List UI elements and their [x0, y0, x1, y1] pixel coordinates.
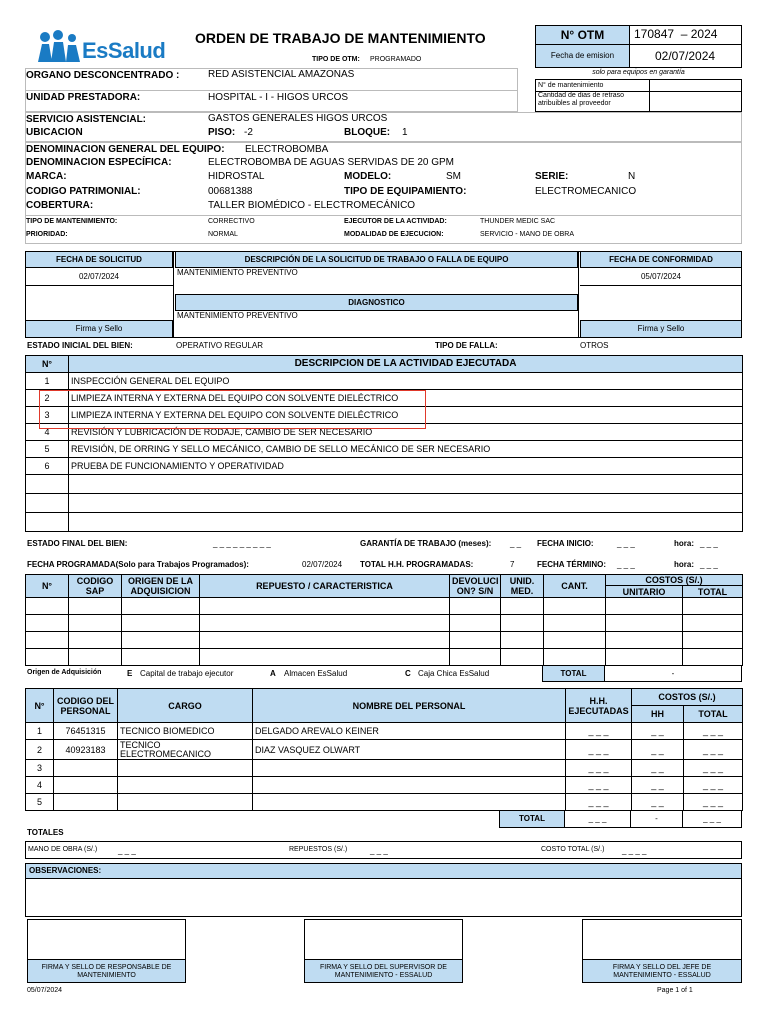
diag-label: DIAGNOSTICO: [175, 294, 578, 311]
table-row: 6 PRUEBA DE FUNCIONAMIENTO Y OPERATIVIDAD: [26, 458, 743, 475]
repuestos-table: [25, 574, 743, 666]
actividades-table: [25, 355, 743, 532]
estado-inicial-value: OPERATIVO REGULAR: [176, 341, 263, 350]
per-total-hh: _ _ _: [564, 810, 631, 828]
per-nombre-header: NOMBRE DEL PERSONAL: [253, 689, 566, 723]
rep-total-label: TOTAL: [542, 665, 605, 682]
per-costos-header: COSTOS (S/.): [632, 689, 743, 706]
bloque-label: BLOQUE:: [344, 127, 391, 138]
table-row: 1 INSPECCIÓN GENERAL DEL EQUIPO: [26, 373, 743, 390]
footer-date: 05/07/2024: [27, 987, 63, 994]
table-row: 2 LIMPIEZA INTERNA Y EXTERNA DEL EQUIPO CON SOLVENTE DIELÉCTRICO: [26, 390, 743, 407]
firma-box-2: [304, 919, 463, 960]
page-title: ORDEN DE TRABAJO DE MANTENIMIENTO: [195, 30, 486, 46]
origen-a-text: Almacen EsSalud: [284, 669, 348, 678]
rep-cant-header: CANT.: [544, 575, 606, 598]
firma-right: Firma y Sello: [580, 320, 742, 338]
organo-value: RED ASISTENCIAL AMAZONAS: [208, 69, 355, 80]
modalidad-value: SERVICIO - MANO DE OBRA: [480, 231, 574, 238]
estado-inicial-label: ESTADO INICIAL DEL BIEN:: [27, 341, 133, 350]
garantia-label: GARANTÍA DE TRABAJO (meses):: [360, 539, 492, 548]
per-total-cost-hh: -: [630, 810, 683, 828]
fecha-prog-value: 02/07/2024: [302, 560, 343, 569]
piso-label: PISO:: [208, 127, 236, 138]
rep-unitario-header: UNITARIO: [606, 586, 683, 598]
firma-label-3: FIRMA Y SELLO DEL JEFE DE MANTENIMIENTO - ESSALUD: [582, 959, 742, 983]
fecha-sol-label: FECHA DE SOLICITUD: [25, 251, 173, 268]
firma-label-2: FIRMA Y SELLO DEL SUPERVISOR DE MANTENIMIENTO - ESSALUD: [304, 959, 463, 983]
tipo-mant-value: CORRECTIVO: [208, 218, 255, 225]
rep-total-value: -: [604, 665, 742, 682]
garantia-value: _ _: [510, 539, 522, 548]
fecha-emision-label: Fecha de emision: [535, 44, 630, 68]
den-especifica-value: ELECTROBOMBA DE AGUAS SERVIDAS DE 20 GPM: [208, 157, 455, 168]
tipo-equip-value: ELECTROMECANICO: [535, 186, 637, 197]
desc-label: DESCRIPCIÓN DE LA SOLICITUD DE TRABAJO O FALLA DE EQUIPO: [175, 251, 578, 268]
nro-mant-label: N° de mantenimiento: [535, 79, 650, 92]
den-especifica-label: DENOMINACION ESPECÍFICA:: [26, 157, 172, 168]
unidad-label: UNIDAD PRESTADORA:: [26, 92, 141, 103]
per-codigo-header: CODIGO DEL PERSONAL: [54, 689, 118, 723]
fecha-emision-value: 02/07/2024: [655, 49, 716, 63]
organo-label: ORGANO DESCONCENTRADO :: [26, 70, 180, 81]
per-total-header: TOTAL: [684, 706, 743, 723]
origen-a-code: A: [270, 669, 276, 678]
retraso-label: Cantidad de dias de retraso atribuibles al proveedor: [535, 91, 650, 112]
tipo-otm-label: TIPO DE OTM:: [312, 56, 360, 63]
tipo-falla-value: OTROS: [580, 341, 609, 350]
serie-value: N: [628, 171, 636, 182]
fecha-inicio-label: FECHA INICIO:: [537, 539, 594, 548]
den-general-value: ELECTROBOMBA: [245, 144, 329, 155]
modelo-value: SM: [446, 171, 461, 182]
table-row: 4 _ _ _ _ _ _ _ _: [26, 777, 743, 794]
firma-box-1: [27, 919, 186, 960]
modelo-label: MODELO:: [344, 171, 392, 182]
hora1-value: _ _ _: [700, 539, 718, 548]
desc-value: MANTENIMIENTO PREVENTIVO: [177, 268, 298, 277]
table-row: [26, 598, 743, 615]
rep-devol-header: DEVOLUCI ON? S/N: [450, 575, 501, 598]
rep-repuesto-header: REPUESTO / CARACTERISTICA: [200, 575, 450, 598]
logo-text: EsSalud: [82, 38, 166, 63]
per-total-label: TOTAL: [499, 810, 565, 828]
table-row: 3 _ _ _ _ _ _ _ _: [26, 760, 743, 777]
table-row: [26, 615, 743, 632]
tipo-equip-label: TIPO DE EQUIPAMIENTO:: [344, 186, 467, 197]
servicio-value: GASTOS GENERALES HIGOS URCOS: [208, 113, 388, 124]
rep-n-header: N°: [26, 575, 69, 598]
serie-label: SERIE:: [535, 171, 569, 182]
tipo-mant-label: TIPO DE MANTENIMIENTO:: [26, 218, 118, 225]
rep-total-header: TOTAL: [683, 586, 743, 598]
per-hh-header: H.H. EJECUTADAS: [566, 689, 632, 723]
otm-label: N° OTM: [535, 25, 630, 45]
cobertura-label: COBERTURA:: [26, 200, 94, 211]
highlight-box: [39, 390, 426, 429]
prioridad-value: NORMAL: [208, 231, 238, 238]
act-n-header: N°: [26, 356, 69, 373]
rep-origen-header: ORIGEN DE LA ADQUISICION: [122, 575, 200, 598]
mano-obra-value: _ _ _: [118, 846, 136, 855]
ejecutor-value: THUNDER MEDIC SAC: [480, 218, 556, 225]
firma-label-1: FIRMA Y SELLO DE RESPONSABLE DE MANTENIMIENTO: [27, 959, 186, 983]
table-row: 5 REVISIÓN, DE ORRING Y SELLO MECÁNICO, CAMBIO DE SELLO MECÁNICO DE SER NECESARIO: [26, 441, 743, 458]
repuestos-total-value: _ _ _: [370, 846, 388, 855]
hora2-label: hora:: [674, 560, 694, 569]
table-row: 4 REVISIÓN Y LUBRICACIÓN DE RODAJE, CAMBIO DE SER NECESARIO: [26, 424, 743, 441]
diag-value: MANTENIMIENTO PREVENTIVO: [177, 311, 298, 320]
servicio-label: SERVICIO ASISTENCIAL:: [26, 114, 147, 125]
fecha-inicio-value: _ _ _: [617, 539, 635, 548]
table-row: 1 76451315 TECNICO BIOMEDICO DELGADO AREVALO KEINER _ _ _ _ _ _ _ _: [26, 723, 743, 740]
fecha-conf-value: 05/07/2024: [640, 272, 682, 281]
per-n-header: N°: [26, 689, 54, 723]
rep-unid-header: UNID. MED.: [501, 575, 544, 598]
costo-total-value: _ _ _ _: [622, 846, 647, 855]
bloque-value: 1: [402, 127, 408, 138]
hora1-label: hora:: [674, 539, 694, 548]
act-desc-header: DESCRIPCION DE LA ACTIVIDAD EJECUTADA: [69, 356, 743, 373]
origen-e-text: Capital de trabajo ejecutor: [140, 669, 234, 678]
ubicacion-label: UBICACION: [26, 127, 83, 138]
marca-label: MARCA:: [26, 171, 67, 182]
modalidad-label: MODALIDAD DE EJECUCION:: [344, 231, 444, 238]
codigo-label: CODIGO PATRIMONIAL:: [26, 186, 141, 197]
tipo-falla-label: TIPO DE FALLA:: [435, 341, 498, 350]
total-hh-value: 7: [510, 560, 515, 569]
marca-value: HIDROSTAL: [208, 171, 265, 182]
cobertura-value: TALLER BIOMÉDICO - ELECTROMECÁNICO: [208, 200, 416, 211]
fecha-termino-label: FECHA TÉRMINO:: [537, 560, 607, 569]
den-general-label: DENOMINACION GENERAL DEL EQUIPO:: [26, 144, 225, 155]
table-row: 3 LIMPIEZA INTERNA Y EXTERNA DEL EQUIPO CON SOLVENTE DIELÉCTRICO: [26, 407, 743, 424]
fecha-sol-value: 02/07/2024: [78, 272, 120, 281]
observaciones-label: OBSERVACIONES:: [25, 863, 742, 879]
footer-page: Page 1 of 1: [657, 987, 693, 994]
table-row: 5 _ _ _ _ _ _ _ _: [26, 794, 743, 811]
table-row: [26, 649, 743, 666]
codigo-value: 00681388: [208, 186, 253, 197]
rep-costos-header: COSTOS (S/.): [606, 575, 743, 586]
total-hh-label: TOTAL H.H. PROGRAMADAS:: [360, 560, 474, 569]
essalud-logo: [36, 30, 171, 66]
origen-e-code: E: [127, 669, 133, 678]
tipo-otm-value: PROGRAMADO: [370, 56, 422, 63]
hora2-value: _ _ _: [700, 560, 718, 569]
costo-total-label: COSTO TOTAL (S/.): [541, 846, 605, 853]
table-row: [26, 513, 743, 532]
per-total-total: _ _ _: [682, 810, 742, 828]
fecha-prog-label: FECHA PROGRAMADA(Solo para Trabajos Programados):: [27, 560, 249, 569]
unidad-value: HOSPITAL - I - HIGOS URCOS: [208, 92, 349, 103]
estado-final-value: _ _ _ _ _ _ _ _ _: [213, 539, 271, 548]
origen-c-code: C: [405, 669, 411, 678]
estado-final-label: ESTADO FINAL DEL BIEN:: [27, 539, 128, 548]
fecha-termino-value: _ _ _: [617, 560, 635, 569]
fecha-conf-label: FECHA DE CONFORMIDAD: [580, 251, 742, 268]
otm-number: 170847 – 2024: [634, 27, 718, 41]
table-row: [26, 475, 743, 494]
firma-box-3: [582, 919, 742, 960]
per-cargo-header: CARGO: [118, 689, 253, 723]
origen-label: Origen de Adquisición: [27, 669, 102, 676]
per-hh2-header: HH: [632, 706, 684, 723]
table-row: 2 40923183 TECNICO ELECTROMECANICO DIAZ VASQUEZ OLWART _ _ _ _ _ _ _ _: [26, 740, 743, 760]
ejecutor-label: EJECUTOR DE LA ACTIVIDAD:: [344, 218, 447, 225]
repuestos-total-label: REPUESTOS (S/.): [289, 846, 348, 853]
table-row: [26, 632, 743, 649]
totales-label: TOTALES: [27, 828, 64, 837]
rep-codigo-header: CODIGO SAP: [69, 575, 122, 598]
mano-obra-label: MANO DE OBRA (S/.): [28, 846, 98, 853]
table-row: [26, 494, 743, 513]
family-logo-icon: [36, 30, 84, 64]
origen-c-text: Caja Chica EsSalud: [418, 669, 490, 678]
garantia-note: solo para equipos en garantía: [592, 69, 685, 76]
personal-table: [25, 688, 743, 811]
piso-value: -2: [244, 127, 253, 138]
prioridad-label: PRIORIDAD:: [26, 231, 68, 238]
firma-left: Firma y Sello: [25, 320, 173, 338]
